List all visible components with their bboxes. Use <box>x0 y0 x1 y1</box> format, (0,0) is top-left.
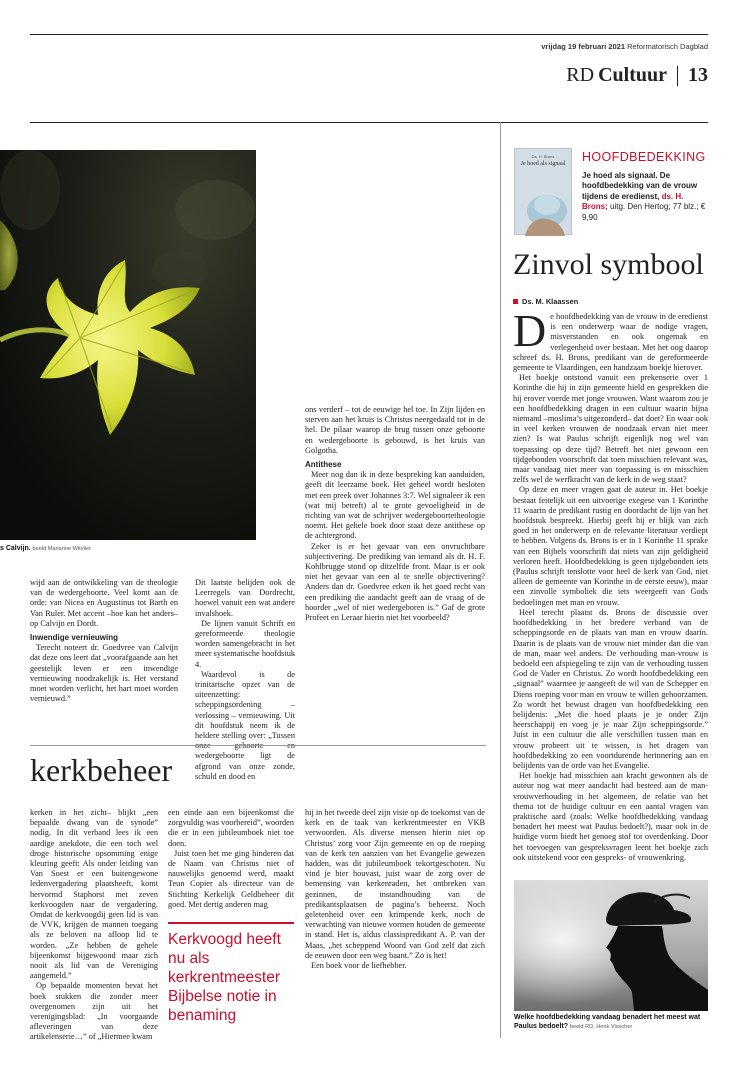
mid-col1b-paragraph: Terecht noteert dr. Goedvree van Calvijn dat deze ons leert dat „voorafgaande aan het geestelijk leven er een inwendige vernieuwing noodzakelijk is. Het verstand moet worden verlicht, het hart moet worden vernieuwd.” <box>30 643 178 704</box>
date: vrijdag 19 februari 2021 <box>541 42 626 51</box>
page-number: 13 <box>688 64 708 86</box>
kerkbeheer-top-rule <box>30 745 486 746</box>
hat-silhouette-photo <box>514 880 708 1011</box>
article-body <box>513 305 709 872</box>
book-box-details <box>582 171 710 223</box>
photo-bottom-caption-text: Welke hoofdbedekking vandaag benadert het meest wat Paulus bedoelt? <box>514 1014 701 1030</box>
subheading-antithese: Antithese <box>305 460 342 470</box>
bottom-col2-paragraph-2: Juist toen het me ging hinderen dat de Naam van Christus niet of nauwelijks genoemd werd, maakt Teun Copier als directeur van de Stichting Kerkelijk Geldbeheer dit goed. Met dertig anderen mag <box>168 848 294 909</box>
photo-top-credit: beeld Marianne Witvliet <box>32 546 91 552</box>
section-separator <box>677 66 678 86</box>
cover-title: Je hoed als signaal <box>520 161 566 167</box>
paper-name: Reformatorisch Dagblad <box>627 42 708 51</box>
fig-leaf-photo <box>0 150 256 540</box>
pull-quote-rule <box>168 922 294 924</box>
article-paragraph-1: e hoofdbedekking van de vrouw in de eredienst is een onderwerp waar de nodige vragen, misverstanden en ook ongemak en verlegenheid over bestaan. Met het oog daarop schreef ds. H. Brons, predikant van de gereformeerde gemeente te Vlaardingen, een handzaam boekje hierover. <box>513 312 708 373</box>
mid-col2-paragraph-1: Dit laatste belijden ook de Leerregels van Dordrecht, hoewel vanuit een wat andere invalshoek. <box>195 578 295 618</box>
photo-top-caption <box>0 545 91 552</box>
bottom-column-1 <box>30 808 158 1042</box>
byline-author: Ds. M. Klaassen <box>522 297 579 306</box>
article-paragraph-5: Het boekje had misschien aan kracht gewonnen als de auteur nog wat meer aandacht had besteed aan de man-vrouwverhouding in het algemeen, de relatie van het thema tot de huidige cultuur en een aantal vragen van praktische aard (zoals: Welke hoofdbedekking vandaag benadert het meest wat Paulus bedoelt?), maar ook in de huidige vorm biedt het genoeg stof tot overdenking. Door het toevoegen van gespreksvragen leent het boekje zich ook uitstekend voor een gespreks- of vrouwenkring. <box>513 771 708 862</box>
book-publisher: uitg. Den Hertog; 77 blz.; € 9,90 <box>582 202 706 222</box>
book-box-label: HOOFDBEDEKKING <box>582 150 706 164</box>
mid-column-2 <box>195 578 296 781</box>
header-bottom-rule <box>30 122 708 123</box>
bottom-col3-paragraph-1: hij in het tweede deel zijn visie op de toekomst van de kerk en de taak van kerkrentmeester en VKB verwoorden. Als diverse mensen hierin niet op Christus’ zorg voor Zijn gemeente en op de roeping van de kerk ten aanzien van het Evangelie gewezen hadden, was dit jubileumboek tekortgeschoten. Nu vind je hier houvast, juist waar de zorg over de bemensing van kerkenraden, het ontbreken van gezinnen, de instandhouding van de predikantsplaatsen de pagina’s beheerst. Noch geletenheid over een krimpende kerk, noch de verwachting van nieuwe vormen houden de gemeente in stand. Het is, aldus classispredikant A. P. van der Maas, „het scheppend Woord van God zelf dat zich de eeuwen door een weg baant.” Zo is het! <box>305 808 485 960</box>
mid-col2-paragraph-3: Waardevol is de trinitarische opzet van de uiteenzetting: scheppingsordening – verlossing – vernieuwing. Uit dit hoofdstuk neem ik de heldere stelling over: „Tussen wedergeboorte ligt de afgrond van onze zonde, schuld en dood en <box>195 669 295 781</box>
article-dropcap: D <box>513 305 547 356</box>
mid-col1-paragraph: wijd aan de ontwikkeling van de theologie van de wedergeboorte. Veel komt aan de orde: van Nicea en Augustinus tot Barth en Van Ruler. Met accent –hoe kan het anders– op Calvijn en Dordt. <box>30 578 178 628</box>
article-paragraph-4: Heel terecht plaatst ds. Brons de discussie over hoofdbedekking in het bredere verband van de scheppingsorde en de plaats van man en vrouw daarin. Daarin is de plaats van de vrouw niet minder dan die van de man, maar wel anders. De verhouding man-vrouw is bedoeld een afspiegeling te zijn van de verhouding tussen God de Vader en Christus. Zo wordt hoofdbedekking een „signaal” waarmee je aangeeft de wil van de Schepper en Diens roeping voor man en vrouw te willen gehoorzamen. Zo wordt het bewust dragen van hoofdbedekking een belijdenis: „Met die hoed plaats je je onder Zijn heerschappij en voeg je je naar Zijn scheppingsorde.” Juist in een cultuur die alle verschillen tussen man en vrouw probeert uit te wissen, is het dragen van hoofdbedekking zo een voortdurende herinnering aan en belijdenis van de orde van het Evangelie. <box>513 607 708 770</box>
book-cover <box>514 148 572 235</box>
top-col3b-paragraph-2: Zeker is er het gevaar van een onvruchtbare subjectivering. De prediking van iemand als dr. H. F. Kohlbrugge stond op ditzelfde front. Maar is er ook niet het gevaar van een al te snelle objectivering? Anders dan dr. Goedvree erken ik het goed recht van een prediking die aandacht geeft aan de vraag of de hoorder „wel of niet wedergeboren is.” Gaf de grote Profeet en Leraar hierin niet het voorbeeld? <box>305 541 485 623</box>
top-col3b-paragraph-1: Meer nog dan ik in deze bespreking kan aanduiden, geeft dit leerzame boek. Het geheel wordt besloten met een preek over Johannes 3:7. Wel signaleer ik een (wat mij betreft) al te grote gevoeligheid in de richting van wat de schrijver wedergeboortetheologie noemt. Het gehele boek door staat deze antithese op de achtergrond. <box>305 470 485 541</box>
cover-hat-illustration <box>515 181 573 236</box>
header-top-rule <box>30 34 708 35</box>
photo-bottom-credit: beeld RD, Henk Visscher <box>569 1024 633 1030</box>
section-name: Cultuur <box>598 64 667 86</box>
mid-column-1 <box>30 578 178 704</box>
bottom-col1-paragraph-1: kerken in het zicht– blijkt „een bepaalde dwang van de synode” nodig. In dit verband lees ik een aardige anekdote, die een toch wel droge historische opsomming enige kleuring geeft: Als onder leiding van Van Soest er een buitengewone ledenvergadering plaatsheeft, komt hervormd Staphorst met zeven kerkvoogden naar de vergadering. Omdat de kerkvoogdij geen lid is van de VVK, krijgen de mannen toegang als ze beloven na afloop lid te worden. „Ze hebben de gehele bijeenkomst bijgewoond maar zich nooit als lid van de Vereniging aangemeld.” <box>30 808 158 981</box>
book-title: Je hoed als signaal. De hoofdbedekking van de vrouw tijdens de eredienst, <box>582 171 698 201</box>
cover-author: Ds. H. Brons <box>531 154 555 159</box>
subheading-inwendige-vernieuwing: Inwendige vernieuwing <box>30 633 119 643</box>
top-column-3 <box>305 405 485 697</box>
bottom-col1-paragraph-2: Op bepaalde momenten bevat het boek stukken die zonder meer overgenomen zijn uit het verenigingsblad: „In voorgaande afleveringen van deze artikelenserie…” of „Hiermee kwam <box>30 981 158 1042</box>
photo-top-caption-name: s Calvijn. <box>0 545 31 552</box>
book-author: ds. H. Brons; <box>582 191 684 212</box>
article-paragraph-3: Op deze en meer vragen gaat de auteur in. Het boekje bestaat feitelijk uit een uitvoerige exegese van 1 Korinthe 11 waarin de predikant rustig en doordacht de lijn van het hoofdstuk bespreekt. Hierbij geeft hij er blijk van zich goed in het onderwerp en de relevante literatuur verdiept te hebben. Volgens ds. Brons is er in 1 Korinthe 11 sprake van een Bijbels voorschrift dat niets van zijn geldigheid verloren heeft. Hoofdbedekking is geen tijdgebonden iets (Paulus schrijft tenslotte voor heel de kerk van God, niet alleen de gemeente van Korinthe in de eerste eeuw), maar een zinvolle symboliek die iets weergeeft van Gods bedoelingen met man en vrouw. <box>513 485 708 607</box>
column-divider <box>500 122 501 1038</box>
article-headline: Zinvol symbool <box>513 248 704 281</box>
kerkbeheer-headline: kerkbeheer <box>30 752 173 788</box>
pull-quote: Kerkvoogd heeft nu als kerkrentmeester Bijbelse notie in benaming <box>168 931 281 1024</box>
bottom-col2-paragraph-1: een einde aan een bijeenkomst die zorgvuldig was voorbereid”, woorden die er in een jubileumboek niet toe doen. <box>168 808 294 848</box>
top-col3-paragraph: ons verderf – tot de eeuwige hel toe. In Zijn lijden en sterven aan het kruis is Christus neergedaald tot in de hel. De pilaar waarop de brug tussen onze geboorte en wedergeboorte is gebouwd, is het kruis van Golgotha. <box>305 405 485 455</box>
bottom-column-3 <box>305 808 485 1036</box>
fig-leaf-image <box>0 150 256 540</box>
article-paragraph-2: Het boekje ontstond vanuit een prekenserie over 1 Korinthe die hij in zijn gemeente hield en gesprekken die hij erover voerde met jonge vrouwen. Want waarom zou je een hoofdbedekking dragen in een cultuur waarin bijna niemand –moslima’s uitgezonderd– dat doet? En waar ook in veel kerken vrouwen de noodzaak ervan niet meer zien? Is wat Paulus schrijft eigenlijk nog wel van toepassing op deze tijd? Betreft het niet gewoon een tijdgebonden voorschrift dat toen misschien relevant was, maar vandaag niet meer van toepassing is en misschien zelfs wel de werfkracht van de kerk in de weg staat? <box>513 373 709 485</box>
byline-square-icon <box>513 299 518 304</box>
hat-silhouette-image <box>514 880 708 1011</box>
photo-bottom-caption <box>514 1013 710 1032</box>
dateline <box>541 42 708 51</box>
mid-col2-paragraph-2: De lijnen vanuit Schrift en gereformeerde theologie worden samengebracht in het meer systematische hoofdstuk 4. <box>195 618 296 669</box>
bottom-column-2 <box>168 808 294 909</box>
section-header <box>566 64 708 87</box>
rd-logo: RD <box>566 64 595 86</box>
bottom-col3-paragraph-2: Een boek voor de liefhebber. <box>311 961 407 971</box>
